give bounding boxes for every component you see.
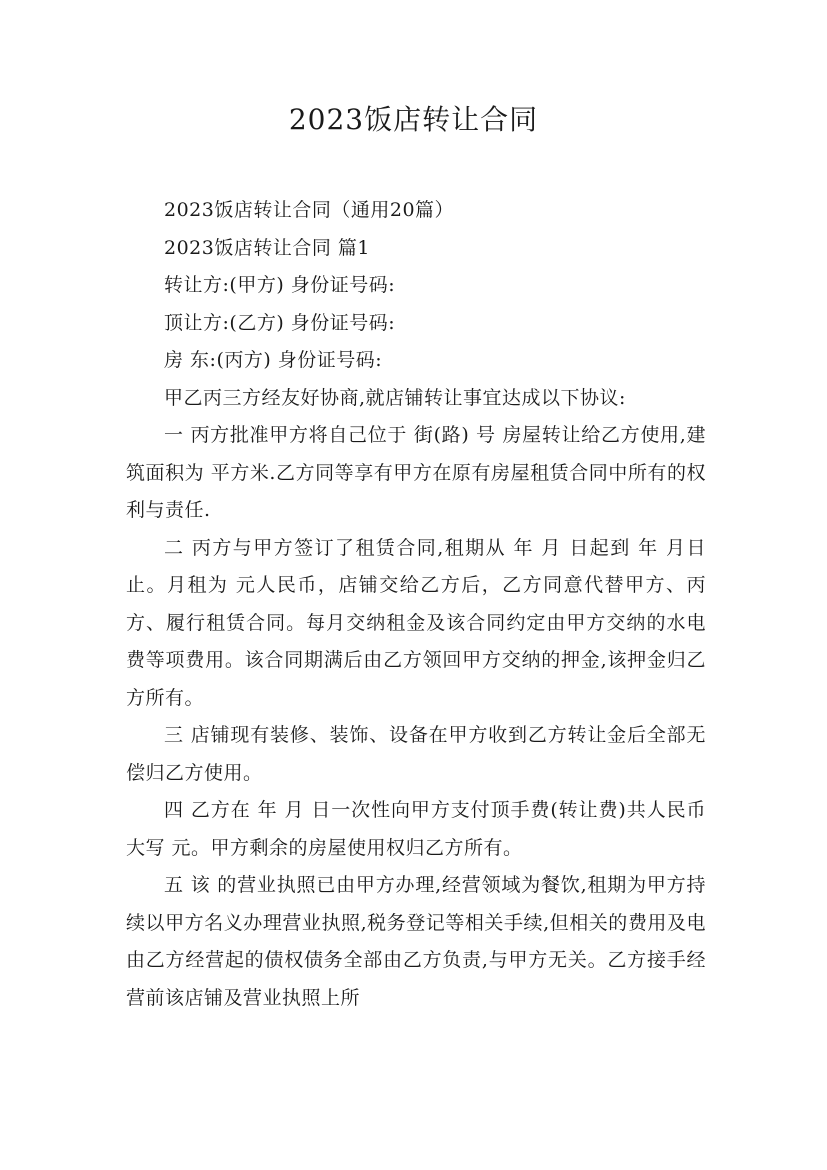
paragraph-subtitle: 2023饭店转让合同（通用20篇） [164,199,455,221]
paragraph-preamble: 甲乙丙三方经友好协商,就店铺转让事宜达成以下协议: [164,386,626,409]
document-title: 2023饭店转让合同 [288,103,539,136]
document-body [126,192,706,1017]
paragraph-clause-5: 五 该 的营业执照已由甲方办理,经营领域为餐饮,租期为甲方持续以甲方名义办理营业执照,税务登记等相关手续,但相关的费用及电由乙方经营起的债权债务全部由乙方负责,与甲方无关。乙方接手经营前该店铺及营业执照上所 [126,874,706,1009]
paragraph-party-c: 房 东:(丙方) 身份证号码: [164,349,383,371]
paragraph-section-heading: 2023饭店转让合同 篇1 [164,236,370,259]
paragraph-party-a: 转让方:(甲方) 身份证号码: [164,274,396,296]
paragraph-clause-3: 三 店铺现有装修、装饰、设备在甲方收到乙方转让金后全部无偿归乙方使用。 [126,724,706,784]
paragraph-party-b: 顶让方:(乙方) 身份证号码: [164,311,396,334]
paragraph-clause-1: 一 丙方批准甲方将自己位于 街(路) 号 房屋转让给乙方使用,建筑面积为 平方米.乙方同等享有甲方在原有房屋租赁合同中所有的权利与责任. [126,424,706,521]
paragraph-clause-4: 四 乙方在 年 月 日一次性向甲方支付顶手费(转让费)共人民币大写 元。甲方剩余的房屋使用权归乙方所有。 [126,799,706,859]
paragraph-clause-2: 二 丙方与甲方签订了租赁合同,租期从 年 月 日起到 年 月日止。月租为 元人民币，店铺交给乙方后，乙方同意代替甲方、丙方、履行租赁合同。每月交纳租金及该合同约定由甲方交纳的水电费等项费用。该合同期满后由乙方领回甲方交纳的押金,该押金归乙方所有。 [126,536,706,709]
